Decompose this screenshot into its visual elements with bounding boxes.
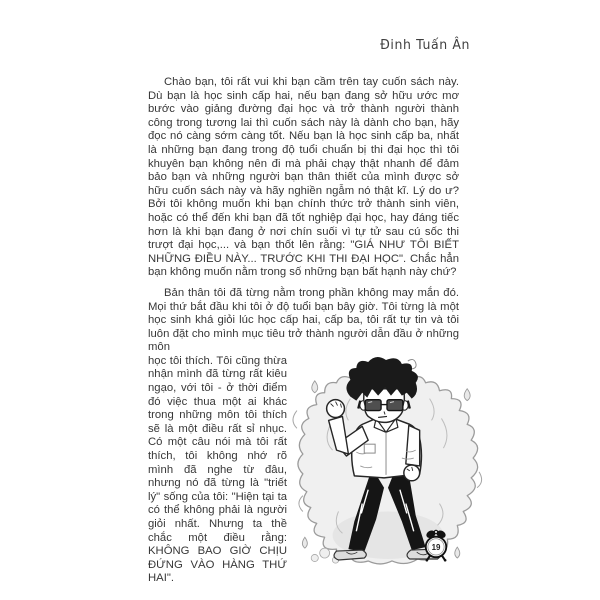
page-body: [148, 76, 459, 586]
paragraph-2-wrap-block: [148, 355, 459, 586]
paragraph-2-wrap-text: học tôi thích. Tôi cũng thừa nhận mình đã từng rất kiêu ngạo, với tôi - ở thời điểm đó việc thua một ai khác trong những môn tôi thích sẽ là một điều rất sỉ nhục. Có một câu nói mà tôi rất thích, tôi không nhớ rõ mình đã nghe từ đâu, nhưng nó đã từng là "triết lý" sống của tôi: "Hiện tại ta có thể không phải là người giỏi nhất. Nhưng ta thề chắc một điều rằng: KHÔNG BAO GIỜ CHỊU ĐỨNG VÀO HÀNG THỨ HAI".: [148, 354, 287, 585]
boy-in-flames-illustration: [291, 355, 485, 567]
boy-in-flames-drawing: [291, 355, 485, 567]
running-header-author: Đinh Tuấn Ân: [380, 36, 470, 53]
page-number-badge: [422, 527, 450, 564]
paragraph-1: Chào bạn, tôi rất vui khi bạn cầm trên tay cuốn sách này. Dù bạn là học sinh cấp hai, nếu bạn đang sở hữu ước mơ bước vào giảng đường đại học và trở thành người thành công trong tương lai thì cuốn sách này là dành cho bạn, hãy đọc nó càng sớm càng tốt. Nếu bạn là học sinh cấp ba, nhất là những bạn đang trong độ tuổi chuẩn bị thi đại học thì tôi khuyên bạn không nên đi mà phải chạy thật nhanh để đảm bảo bạn và những người bạn thân thiết của mình được sở hữu cuốn sách này và hãy nghiền ngẫm nó thật kĩ. Lý do ư? Bởi tôi không muốn khi bạn chính thức trở thành sinh viên, hoặc có thể đến khi bạn đã tốt nghiệp đại học, hay đáng tiếc hơn là khi bạn đang ở nơi chín suối vì tự tử sau cú sốc thi trượt đại học,... và bạn thốt lên rằng: "GIÁ NHƯ TÔI BIẾT NHỮNG ĐIỀU NÀY... TRƯỚC KHI THI ĐẠI HỌC". Chắc hẳn bạn không muốn nằm trong số những bạn bất hạnh này chứ?: [148, 76, 459, 279]
alarm-clock-icon: [422, 527, 450, 564]
paragraph-2-intro: Bản thân tôi đã từng nằm trong phần không may mắn đó. Mọi thứ bắt đầu khi tôi ở độ tuổi bạn bây giờ. Tôi từng là một học sinh khá giỏi lúc học cấp hai, cấp ba, tôi rất tự tin và tôi luôn đặt cho mình mục tiêu trở thành người dẫn đầu ở những môn: [148, 286, 459, 354]
page-number: 19: [431, 543, 441, 553]
